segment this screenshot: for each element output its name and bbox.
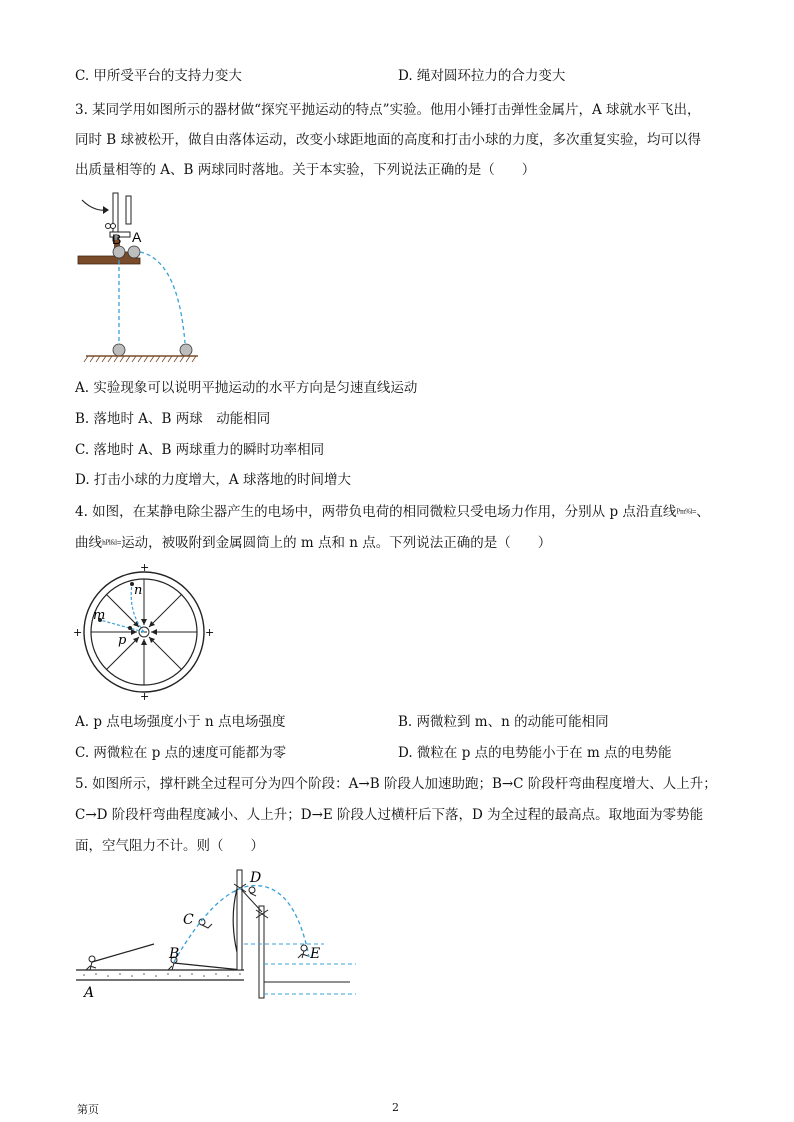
q4-label-n: n [134, 583, 143, 598]
q4-stem-2a: 曲线 [75, 535, 102, 551]
q4-option-c: C. 两微粒在 p 点的速度可能都为零 [75, 745, 287, 761]
q2-option-c: C. 甲所受平台的支持力变大 [75, 68, 242, 84]
footer-page-label: 第页 [77, 1103, 99, 1116]
q4-stem-line-1 [75, 503, 710, 522]
q3-apparatus-figure [70, 190, 220, 370]
q5-label-e: E [310, 946, 321, 962]
q3-stem-line-3: 出质量相等的 A、B 两球同时落地。关于本实验，下列说法正确的是（ ） [75, 162, 536, 178]
q5-pole-vault-figure [74, 862, 364, 1002]
q5-stem-line-3: 面，空气阻力不计。则（ ） [75, 838, 264, 854]
q4-plus-left: + [73, 626, 83, 639]
q5-label-c: C [183, 912, 194, 928]
q3-label-a: A [132, 229, 142, 245]
q3-stem-line-2: 同时 B 球被松开，做自由落体运动，改变小球距地面的高度和打击小球的力度，多次重复实验，均可以得 [75, 132, 702, 148]
q4-plus-right: + [205, 626, 215, 639]
footer-page-number: 2 [392, 1101, 399, 1114]
q4-stem-2b: 运动，被吸附到金属圆筒上的 m 点和 n 点。下列说法正确的是（ ） [121, 535, 552, 551]
q4-stem-1a: 4. 如图，在某静电除尘器产生的电场中，两带负电荷的相同微粒只受电场力作用，分别从 p 点沿直线 [75, 504, 677, 520]
q2-option-d: D. 绳对圆环拉力的合力变大 [398, 68, 566, 84]
q4-plus-bottom: + [140, 690, 150, 702]
q3-option-d: D. 打击小球的力度增大，A 球落地的时间增大 [75, 472, 351, 488]
q5-label-a: A [84, 985, 95, 1001]
q5-stem-line-2: C→D 阶段杆弯曲程度减小、人上升；D→E 阶段人过横杆后下落，D 为全过程的最高点。取地面为零势能 [75, 807, 704, 823]
q5-stem-line-1: 5. 如图所示，撑杆跳全过程可分为四个阶段：A→B 阶段人加速助跑；B→C 阶段杆弯曲程度增大、人上升； [75, 776, 717, 792]
q3-option-c: C. 落地时 A、B 两球重力的瞬时功率相同 [75, 442, 325, 458]
q4-option-d: D. 微粒在 p 点的电势能小于在 m 点的电势能 [398, 745, 672, 761]
q5-label-b: B [169, 946, 180, 962]
q4-inline-mini-1: Pm%l= [676, 508, 697, 516]
q4-precipitator-figure [70, 562, 220, 702]
q3-label-b: B [112, 231, 122, 247]
q3-stem-line-1: 3. 某同学用如图所示的器材做“探究平抛运动的特点”实验。他用小锤打击弹性金属片，A 球就水平飞出， [75, 102, 701, 118]
q3-option-b: B. 落地时 A、B 两球 动能相同 [75, 411, 271, 427]
q4-option-b: B. 两微粒到 m、n 的动能可能相同 [398, 714, 609, 730]
q4-label-p: p [118, 633, 127, 648]
q4-option-a: A. p 点电场强度小于 n 点电场强度 [75, 714, 286, 730]
q4-inline-mini-2: hPl&l= [102, 539, 122, 547]
q3-option-a: A. 实验现象可以说明平抛运动的水平方向是匀速直线运动 [75, 380, 418, 396]
q4-stem-line-2 [75, 534, 551, 553]
q4-plus-top: + [140, 562, 150, 574]
q4-label-m: m [93, 608, 106, 623]
q5-label-d: D [250, 870, 262, 886]
q4-stem-1b: 、 [696, 504, 710, 520]
